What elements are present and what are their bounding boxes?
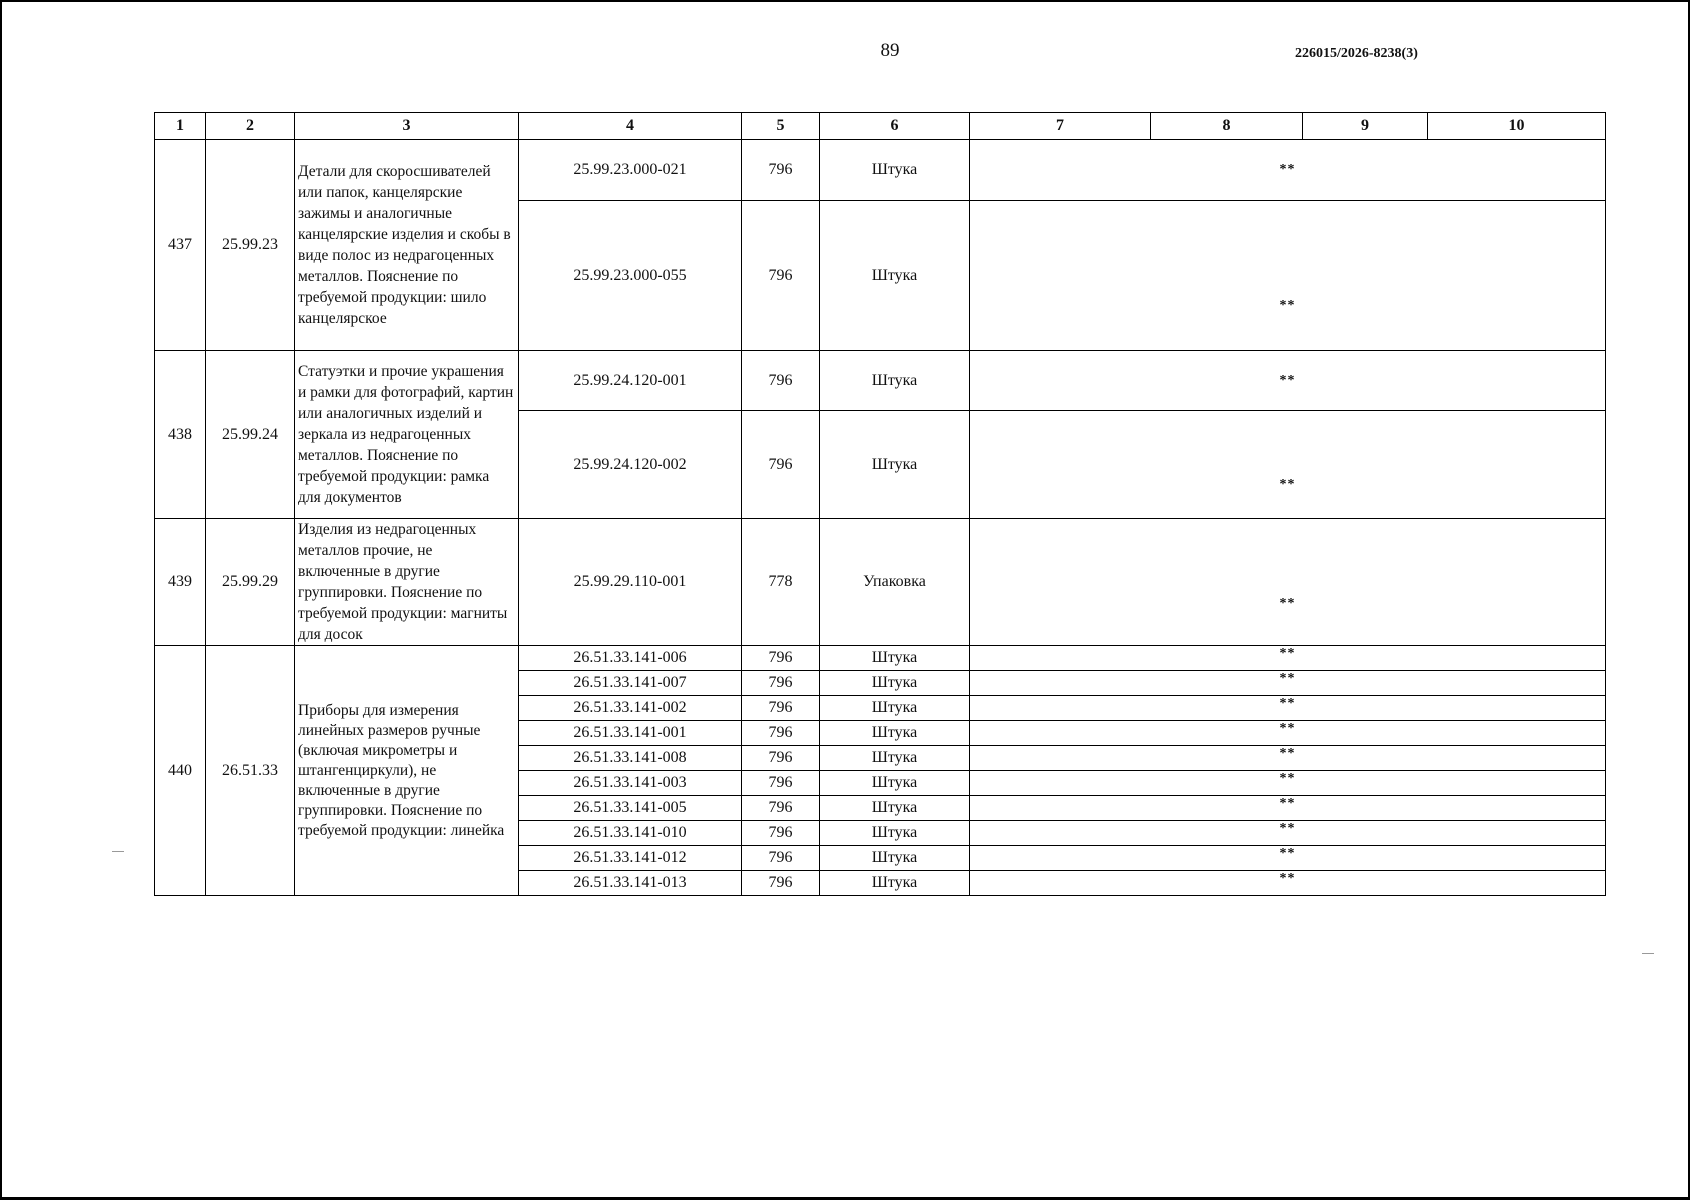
okei-code: 796 (742, 796, 820, 821)
table-row (155, 351, 1606, 411)
column-header-3: 3 (295, 113, 519, 140)
ktru-code: 26.51.33.141-001 (519, 721, 742, 746)
item-description: Изделия из недрагоценных металлов прочие, не включенные в другие группировки. Пояснение по требуемой продукции: магниты для досок (295, 519, 519, 646)
scan-speck (1642, 953, 1654, 954)
unit-name: Штука (820, 140, 970, 201)
okei-code: 796 (742, 871, 820, 896)
unit-name: Штука (820, 871, 970, 896)
requirements-mark: ** (970, 871, 1606, 896)
requirements-mark: ** (970, 821, 1606, 846)
okpd-code: 25.99.29 (206, 519, 295, 646)
column-header-10: 10 (1428, 113, 1606, 140)
row-number: 437 (155, 140, 206, 351)
okei-code: 778 (742, 519, 820, 646)
requirements-mark: ** (970, 771, 1606, 796)
okei-code: 796 (742, 846, 820, 871)
requirements-mark: ** (970, 846, 1606, 871)
okei-code: 796 (742, 646, 820, 671)
requirements-mark: ** (970, 746, 1606, 771)
ktru-code: 25.99.24.120-001 (519, 351, 742, 411)
unit-name: Штука (820, 696, 970, 721)
item-description: Статуэтки и прочие украшения и рамки для фотографий, картин или аналогичных изделий и зеркала из недрагоценных металлов. Пояснение по требуемой продукции: рамка для документов (295, 351, 519, 519)
ktru-code: 26.51.33.141-003 (519, 771, 742, 796)
requirements-mark: ** (970, 696, 1606, 721)
okei-code: 796 (742, 411, 820, 519)
requirements-mark: ** (970, 411, 1606, 519)
item-description: Детали для скоросшивателей или папок, канцелярские зажимы и аналогичные канцелярские изделия и скобы в виде полос из недрагоценных металлов. Пояснение по требуемой продукции: шило канцелярское (295, 140, 519, 351)
unit-name: Штука (820, 721, 970, 746)
unit-name: Штука (820, 351, 970, 411)
okei-code: 796 (742, 746, 820, 771)
column-header-2: 2 (206, 113, 295, 140)
okpd-code: 25.99.24 (206, 351, 295, 519)
row-number: 438 (155, 351, 206, 519)
column-number-row (155, 113, 1606, 140)
unit-name: Штука (820, 796, 970, 821)
unit-name: Штука (820, 201, 970, 351)
ktru-code: 26.51.33.141-013 (519, 871, 742, 896)
okei-code: 796 (742, 821, 820, 846)
table-row (155, 140, 1606, 201)
okei-code: 796 (742, 771, 820, 796)
table-row (155, 646, 1606, 671)
table-row (155, 519, 1606, 646)
unit-name: Штука (820, 646, 970, 671)
row-number: 439 (155, 519, 206, 646)
column-header-7: 7 (970, 113, 1151, 140)
requirements-mark: ** (970, 351, 1606, 411)
column-header-9: 9 (1303, 113, 1428, 140)
requirements-mark: ** (970, 519, 1606, 646)
ktru-code: 26.51.33.141-007 (519, 671, 742, 696)
unit-name: Штука (820, 671, 970, 696)
ktru-code: 26.51.33.141-002 (519, 696, 742, 721)
ktru-code: 26.51.33.141-012 (519, 846, 742, 871)
okei-code: 796 (742, 201, 820, 351)
requirements-mark: ** (970, 140, 1606, 201)
ktru-code: 25.99.29.110-001 (519, 519, 742, 646)
ktru-code: 26.51.33.141-005 (519, 796, 742, 821)
okei-code: 796 (742, 721, 820, 746)
registry-table (154, 112, 1606, 896)
okei-code: 796 (742, 351, 820, 411)
column-header-8: 8 (1151, 113, 1303, 140)
requirements-mark: ** (970, 201, 1606, 351)
row-number: 440 (155, 646, 206, 896)
requirements-mark: ** (970, 721, 1606, 746)
column-header-1: 1 (155, 113, 206, 140)
ktru-code: 26.51.33.141-010 (519, 821, 742, 846)
requirements-mark: ** (970, 646, 1606, 671)
okpd-code: 26.51.33 (206, 646, 295, 896)
ktru-code: 26.51.33.141-008 (519, 746, 742, 771)
column-header-5: 5 (742, 113, 820, 140)
item-description: Приборы для измерения линейных размеров ручные (включая микрометры и штангенциркули), не включенные в другие группировки. Пояснение по требуемой продукции: линейка (295, 646, 519, 896)
ktru-code: 25.99.23.000-055 (519, 201, 742, 351)
unit-name: Штука (820, 846, 970, 871)
column-header-4: 4 (519, 113, 742, 140)
ktru-code: 26.51.33.141-006 (519, 646, 742, 671)
okei-code: 796 (742, 140, 820, 201)
unit-name: Штука (820, 771, 970, 796)
ktru-code: 25.99.23.000-021 (519, 140, 742, 201)
document-reference: 226015/2026-8238(3) (1295, 46, 1418, 61)
column-header-6: 6 (820, 113, 970, 140)
ktru-code: 25.99.24.120-002 (519, 411, 742, 519)
scan-speck (112, 851, 124, 852)
okei-code: 796 (742, 696, 820, 721)
requirements-mark: ** (970, 671, 1606, 696)
requirements-mark: ** (970, 796, 1606, 821)
okpd-code: 25.99.23 (206, 140, 295, 351)
unit-name: Штука (820, 821, 970, 846)
page-number: 89 (880, 40, 900, 61)
okei-code: 796 (742, 671, 820, 696)
unit-name: Штука (820, 411, 970, 519)
unit-name: Упаковка (820, 519, 970, 646)
unit-name: Штука (820, 746, 970, 771)
